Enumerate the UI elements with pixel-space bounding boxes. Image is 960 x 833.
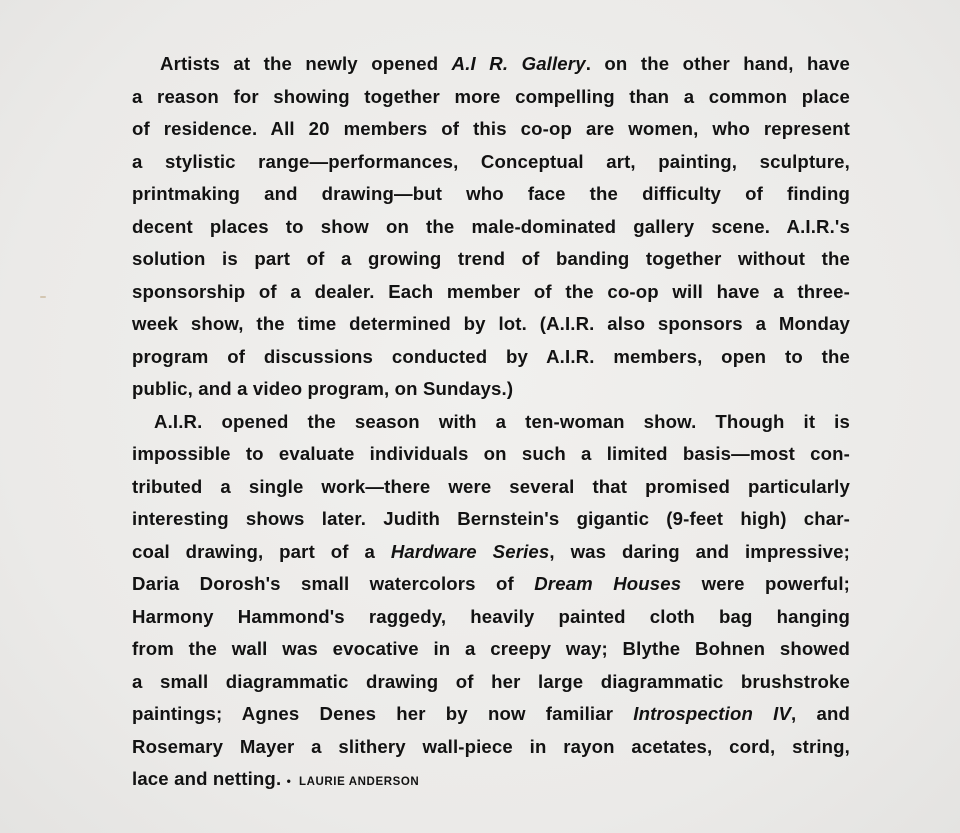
text-run: program of discussions conducted by A.I.R. members, open to the [132, 345, 850, 367]
text-line [132, 178, 850, 211]
text-run: solution is part of a growing trend of banding together without the [132, 248, 850, 269]
text-line [132, 731, 850, 764]
text-line [132, 211, 850, 244]
text-run: coal drawing, part of a [132, 540, 391, 562]
text-run: a stylistic range—performances, Conceptual art, painting, sculpture, [132, 150, 850, 172]
text-run: Daria Dorosh's small watercolors of [132, 573, 535, 594]
text-line [132, 601, 850, 634]
text-run: week show, the time determined by lot. (A.I.R. also sponsors a Monday [132, 313, 850, 334]
text-line [132, 406, 850, 439]
text-run: were powerful; [681, 573, 850, 594]
text-run: Harmony Hammond's raggedy, heavily painted cloth bag hanging [132, 605, 850, 627]
text-run: paintings; Agnes Denes her by now familiar [132, 703, 634, 724]
text-run: public, and a video program, on Sundays.) [132, 378, 514, 399]
text-line [132, 503, 850, 536]
text-line [132, 243, 850, 276]
text-run: impossible to evaluate individuals on such a limited basis—most con- [132, 443, 850, 464]
text-line [132, 536, 850, 569]
text-line [132, 341, 850, 374]
text-run: lace and netting. [132, 768, 282, 789]
text-line [132, 666, 850, 699]
italic-title: Hardware Series [390, 540, 550, 562]
text-run: tributed a single work—there were several that promised particularly [132, 475, 850, 497]
byline-bullet: • [286, 774, 291, 788]
text-line [132, 698, 850, 731]
text-line [132, 146, 850, 179]
text-line [132, 113, 850, 146]
text-run: Artists at the newly opened [160, 53, 452, 74]
text-run: Rosemary Mayer a slithery wall-piece in rayon acetates, cord, string, [132, 735, 850, 757]
text-run: from the wall was evocative in a creepy way; Blythe Bohnen showed [132, 638, 850, 659]
text-line [132, 568, 850, 601]
text-line [132, 471, 850, 504]
paper-speck [40, 296, 46, 298]
text-line [132, 308, 850, 341]
text-run: sponsorship of a dealer. Each member of the co-op will have a three- [132, 280, 850, 302]
text-run: A.I.R. opened the season with a ten-woman show. Though it is [154, 410, 850, 432]
text-run: decent places to show on the male-dominated gallery scene. A.I.R.'s [132, 215, 850, 237]
text-line [132, 48, 850, 81]
text-run: interesting shows later. Judith Bernstein's gigantic (9-feet high) char- [132, 508, 850, 529]
text-line [132, 373, 850, 406]
author-byline: LAURIE ANDERSON [298, 776, 420, 788]
text-run: a small diagrammatic drawing of her large diagrammatic brushstroke [132, 670, 850, 692]
text-run: of residence. All 20 members of this co-op are women, who represent [132, 118, 850, 139]
text-run: , was daring and impressive; [549, 540, 850, 562]
italic-title: A.I R. Gallery [451, 53, 586, 74]
text-run: printmaking and drawing—but who face the difficulty of finding [132, 183, 850, 204]
article-body [132, 48, 850, 796]
italic-title: Dream Houses [534, 573, 682, 594]
text-line [132, 438, 850, 471]
text-line [132, 763, 850, 796]
text-line [132, 633, 850, 666]
text-run: a reason for showing together more compelling than a common place [132, 85, 850, 107]
text-line [132, 81, 850, 114]
text-line [132, 276, 850, 309]
text-run: . on the other hand, have [585, 53, 850, 74]
italic-title: Introspection IV [633, 703, 792, 724]
text-run: , and [791, 703, 850, 724]
